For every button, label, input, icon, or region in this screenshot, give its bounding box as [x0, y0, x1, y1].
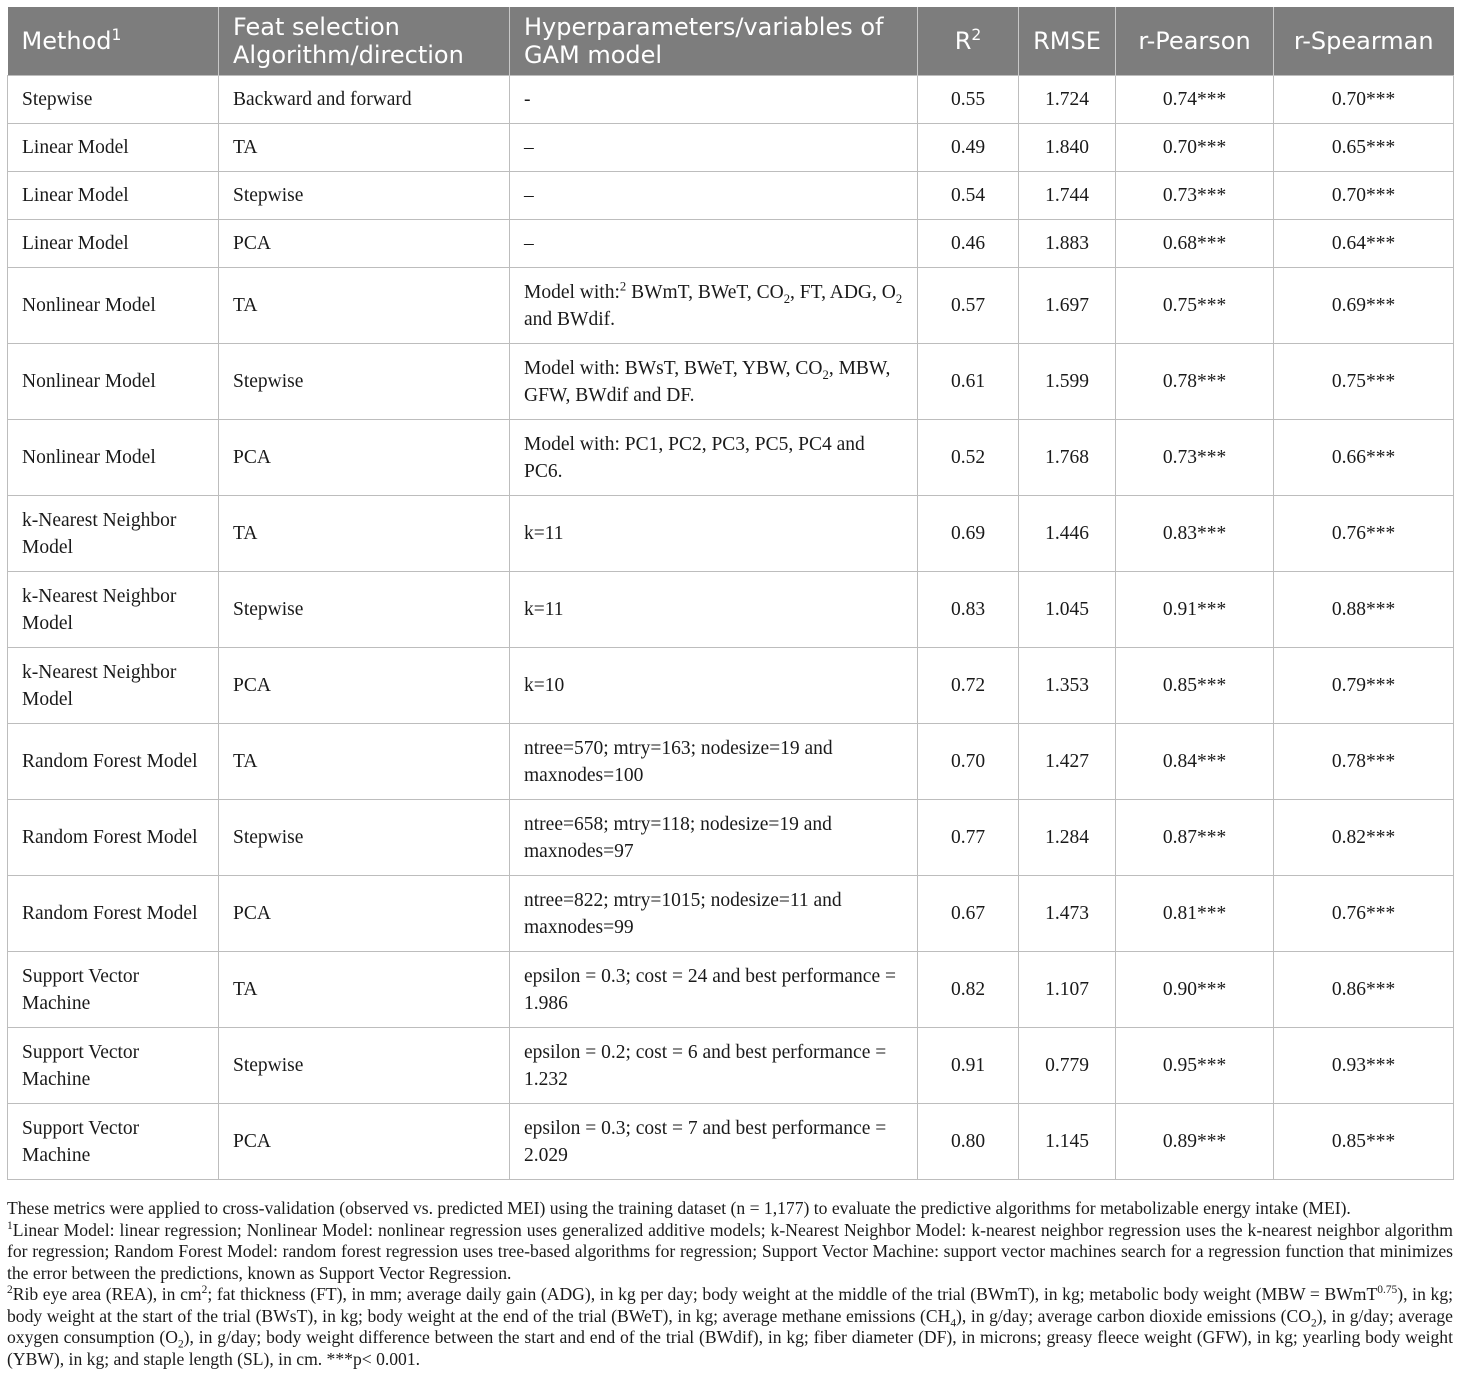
- cell-r-pearson: 0.89***: [1116, 1104, 1274, 1180]
- cell-rmse: 1.599: [1019, 344, 1116, 420]
- cell-r2: 0.57: [918, 268, 1019, 344]
- table-row: [8, 724, 1454, 800]
- cell-r-pearson: 0.81***: [1116, 876, 1274, 952]
- cell-method: Support Vector Machine: [8, 952, 219, 1028]
- table-header-row: [8, 7, 1454, 76]
- cell-r2: 0.54: [918, 172, 1019, 220]
- cell-rmse: 1.768: [1019, 420, 1116, 496]
- header-feat-selection: Feat selection Algorithm/direction: [219, 7, 510, 76]
- cell-r2: 0.70: [918, 724, 1019, 800]
- cell-r2: 0.46: [918, 220, 1019, 268]
- cell-hyperparameters: epsilon = 0.3; cost = 7 and best performance = 2.029: [510, 1104, 918, 1180]
- cell-feat-selection: TA: [219, 724, 510, 800]
- cell-r2: 0.91: [918, 1028, 1019, 1104]
- cell-feat-selection: Backward and forward: [219, 76, 510, 124]
- table-footnotes: [7, 1198, 1453, 1370]
- cell-r-spearman: 0.70***: [1274, 76, 1454, 124]
- cell-r-pearson: 0.90***: [1116, 952, 1274, 1028]
- cell-rmse: 1.473: [1019, 876, 1116, 952]
- cell-r-pearson: 0.75***: [1116, 268, 1274, 344]
- cell-method: Linear Model: [8, 124, 219, 172]
- cell-r2: 0.69: [918, 496, 1019, 572]
- table-row: [8, 648, 1454, 724]
- cell-r2: 0.55: [918, 76, 1019, 124]
- cell-r-pearson: 0.91***: [1116, 572, 1274, 648]
- cell-hyperparameters: ntree=570; mtry=163; nodesize=19 and maxnodes=100: [510, 724, 918, 800]
- cell-rmse: 1.883: [1019, 220, 1116, 268]
- table-row: [8, 1104, 1454, 1180]
- table-row: [8, 76, 1454, 124]
- results-table: [7, 7, 1454, 1180]
- cell-r2: 0.83: [918, 572, 1019, 648]
- cell-r-spearman: 0.86***: [1274, 952, 1454, 1028]
- cell-r-spearman: 0.64***: [1274, 220, 1454, 268]
- cell-r-spearman: 0.66***: [1274, 420, 1454, 496]
- cell-r2: 0.80: [918, 1104, 1019, 1180]
- cell-rmse: 1.427: [1019, 724, 1116, 800]
- cell-rmse: 1.045: [1019, 572, 1116, 648]
- cell-hyperparameters: –: [510, 220, 918, 268]
- table-row: [8, 124, 1454, 172]
- cell-r2: 0.52: [918, 420, 1019, 496]
- cell-hyperparameters: Model with: BWsT, BWeT, YBW, $CO_2$, MBW, GFW, BWdif and DF.: [510, 344, 918, 420]
- table-row: [8, 344, 1454, 420]
- table-row: [8, 572, 1454, 648]
- cell-method: Random Forest Model: [8, 800, 219, 876]
- cell-hyperparameters: k=11: [510, 572, 918, 648]
- cell-r2: 0.61: [918, 344, 1019, 420]
- cell-r-pearson: 0.95***: [1116, 1028, 1274, 1104]
- cell-rmse: 0.779: [1019, 1028, 1116, 1104]
- footnote-intro: These metrics were applied to cross-validation (observed vs. predicted MEI) using the training dataset (n = 1,177) to evaluate the predictive algorithms for metabolizable energy intake (MEI).: [7, 1198, 1351, 1218]
- cell-r-pearson: 0.70***: [1116, 124, 1274, 172]
- table-row: [8, 268, 1454, 344]
- cell-r-spearman: 0.85***: [1274, 1104, 1454, 1180]
- cell-method: Random Forest Model: [8, 724, 219, 800]
- table-row: [8, 1028, 1454, 1104]
- cell-r-spearman: 0.70***: [1274, 172, 1454, 220]
- cell-rmse: 1.697: [1019, 268, 1116, 344]
- cell-r-pearson: 0.84***: [1116, 724, 1274, 800]
- cell-method: Nonlinear Model: [8, 420, 219, 496]
- cell-r-pearson: 0.85***: [1116, 648, 1274, 724]
- cell-r2: 0.72: [918, 648, 1019, 724]
- cell-method: k-Nearest Neighbor Model: [8, 496, 219, 572]
- cell-r-pearson: 0.87***: [1116, 800, 1274, 876]
- cell-feat-selection: Stepwise: [219, 172, 510, 220]
- cell-method: Linear Model: [8, 220, 219, 268]
- table-row: [8, 172, 1454, 220]
- cell-feat-selection: PCA: [219, 648, 510, 724]
- cell-method: Nonlinear Model: [8, 268, 219, 344]
- table-row: [8, 496, 1454, 572]
- cell-rmse: 1.840: [1019, 124, 1116, 172]
- cell-feat-selection: PCA: [219, 420, 510, 496]
- cell-hyperparameters: Model with: PC1, PC2, PC3, PC5, PC4 and PC6.: [510, 420, 918, 496]
- cell-feat-selection: PCA: [219, 876, 510, 952]
- cell-method: k-Nearest Neighbor Model: [8, 572, 219, 648]
- cell-r2: 0.77: [918, 800, 1019, 876]
- cell-r-pearson: 0.83***: [1116, 496, 1274, 572]
- cell-feat-selection: Stepwise: [219, 344, 510, 420]
- cell-feat-selection: Stepwise: [219, 800, 510, 876]
- header-hyperparameters: Hyperparameters/variables of GAM model: [510, 7, 918, 76]
- cell-hyperparameters: k=10: [510, 648, 918, 724]
- cell-r-spearman: 0.93***: [1274, 1028, 1454, 1104]
- header-rmse: RMSE: [1019, 7, 1116, 76]
- cell-method: k-Nearest Neighbor Model: [8, 648, 219, 724]
- cell-method: Support Vector Machine: [8, 1104, 219, 1180]
- cell-r-spearman: 0.78***: [1274, 724, 1454, 800]
- cell-hyperparameters: Model with:$^2$ BWmT, BWeT, $CO_2$, FT, ADG, $O_2$ and BWdif.: [510, 268, 918, 344]
- cell-rmse: 1.284: [1019, 800, 1116, 876]
- cell-r-pearson: 0.73***: [1116, 172, 1274, 220]
- cell-r-pearson: 0.73***: [1116, 420, 1274, 496]
- cell-r-spearman: 0.76***: [1274, 496, 1454, 572]
- cell-hyperparameters: –: [510, 172, 918, 220]
- cell-rmse: 1.724: [1019, 76, 1116, 124]
- cell-rmse: 1.446: [1019, 496, 1116, 572]
- cell-r-spearman: 0.75***: [1274, 344, 1454, 420]
- cell-feat-selection: TA: [219, 496, 510, 572]
- cell-method: Random Forest Model: [8, 876, 219, 952]
- cell-r-spearman: 0.82***: [1274, 800, 1454, 876]
- cell-feat-selection: Stepwise: [219, 572, 510, 648]
- cell-r-pearson: 0.78***: [1116, 344, 1274, 420]
- cell-method: Linear Model: [8, 172, 219, 220]
- cell-method: Nonlinear Model: [8, 344, 219, 420]
- header-r-spearman: r-Spearman: [1274, 7, 1454, 76]
- cell-hyperparameters: –: [510, 124, 918, 172]
- cell-method: Stepwise: [8, 76, 219, 124]
- cell-r-spearman: 0.79***: [1274, 648, 1454, 724]
- cell-rmse: 1.107: [1019, 952, 1116, 1028]
- table-row: [8, 800, 1454, 876]
- cell-r2: 0.49: [918, 124, 1019, 172]
- table-row: [8, 220, 1454, 268]
- cell-feat-selection: TA: [219, 952, 510, 1028]
- cell-feat-selection: TA: [219, 124, 510, 172]
- cell-hyperparameters: ntree=822; mtry=1015; nodesize=11 and maxnodes=99: [510, 876, 918, 952]
- cell-r2: 0.82: [918, 952, 1019, 1028]
- cell-feat-selection: PCA: [219, 220, 510, 268]
- cell-hyperparameters: epsilon = 0.2; cost = 6 and best performance = 1.232: [510, 1028, 918, 1104]
- header-r-pearson: r-Pearson: [1116, 7, 1274, 76]
- cell-r-spearman: 0.88***: [1274, 572, 1454, 648]
- cell-feat-selection: Stepwise: [219, 1028, 510, 1104]
- cell-method: Support Vector Machine: [8, 1028, 219, 1104]
- cell-r-spearman: 0.76***: [1274, 876, 1454, 952]
- footnote-2: $^2$Rib eye area (REA), in $cm^2$; fat thickness (FT), in mm; average daily gain (ADG), in kg per day; body weight at the middle of the trial (BWmT), in kg; metabolic body weight (MBW = BWmT$^{0.75}$), in kg; body weight at the start of the trial (BWsT), in kg; body weight at the end of the trial (BWeT), in kg; average methane emissions $(CH_4)$, in g/day; average carbon dioxide emissions $(CO_2)$, in g/day; average oxygen consumption $(O_2)$, in g/day; body weight difference between the start and end of the trial (BWdif), in kg; fiber diameter (DF), in microns; greasy fleece weight (GFW), in kg; yearling body weight (YBW), in kg; and staple length (SL), in cm. ***p< 0.001.: [7, 1284, 1453, 1369]
- footnote-1: $^1$Linear Model: linear regression; Nonlinear Model: nonlinear regression uses generalized additive models; k-Nearest Neighbor Model: k-nearest neighbor regression uses the k-nearest neighbor algorithm for regression; Random Forest Model: random forest regression uses tree-based algorithms for regression; Support Vector Machine: support vector machines search for a regression function that minimizes the error between the predictions, known as Support Vector Regression.: [7, 1219, 1453, 1283]
- table-row: [8, 952, 1454, 1028]
- cell-hyperparameters: ntree=658; mtry=118; nodesize=19 and maxnodes=97: [510, 800, 918, 876]
- table-row: [8, 876, 1454, 952]
- cell-rmse: 1.353: [1019, 648, 1116, 724]
- header-r2: $R^2$: [918, 7, 1019, 76]
- cell-hyperparameters: epsilon = 0.3; cost = 24 and best performance = 1.986: [510, 952, 918, 1028]
- header-method: Method$^1$: [8, 7, 219, 76]
- cell-r-spearman: 0.65***: [1274, 124, 1454, 172]
- cell-r-pearson: 0.74***: [1116, 76, 1274, 124]
- cell-r-pearson: 0.68***: [1116, 220, 1274, 268]
- cell-feat-selection: PCA: [219, 1104, 510, 1180]
- cell-feat-selection: TA: [219, 268, 510, 344]
- cell-hyperparameters: k=11: [510, 496, 918, 572]
- cell-r2: 0.67: [918, 876, 1019, 952]
- cell-r-spearman: 0.69***: [1274, 268, 1454, 344]
- cell-hyperparameters: -: [510, 76, 918, 124]
- cell-rmse: 1.744: [1019, 172, 1116, 220]
- cell-rmse: 1.145: [1019, 1104, 1116, 1180]
- table-row: [8, 420, 1454, 496]
- results-table-container: [7, 7, 1453, 1180]
